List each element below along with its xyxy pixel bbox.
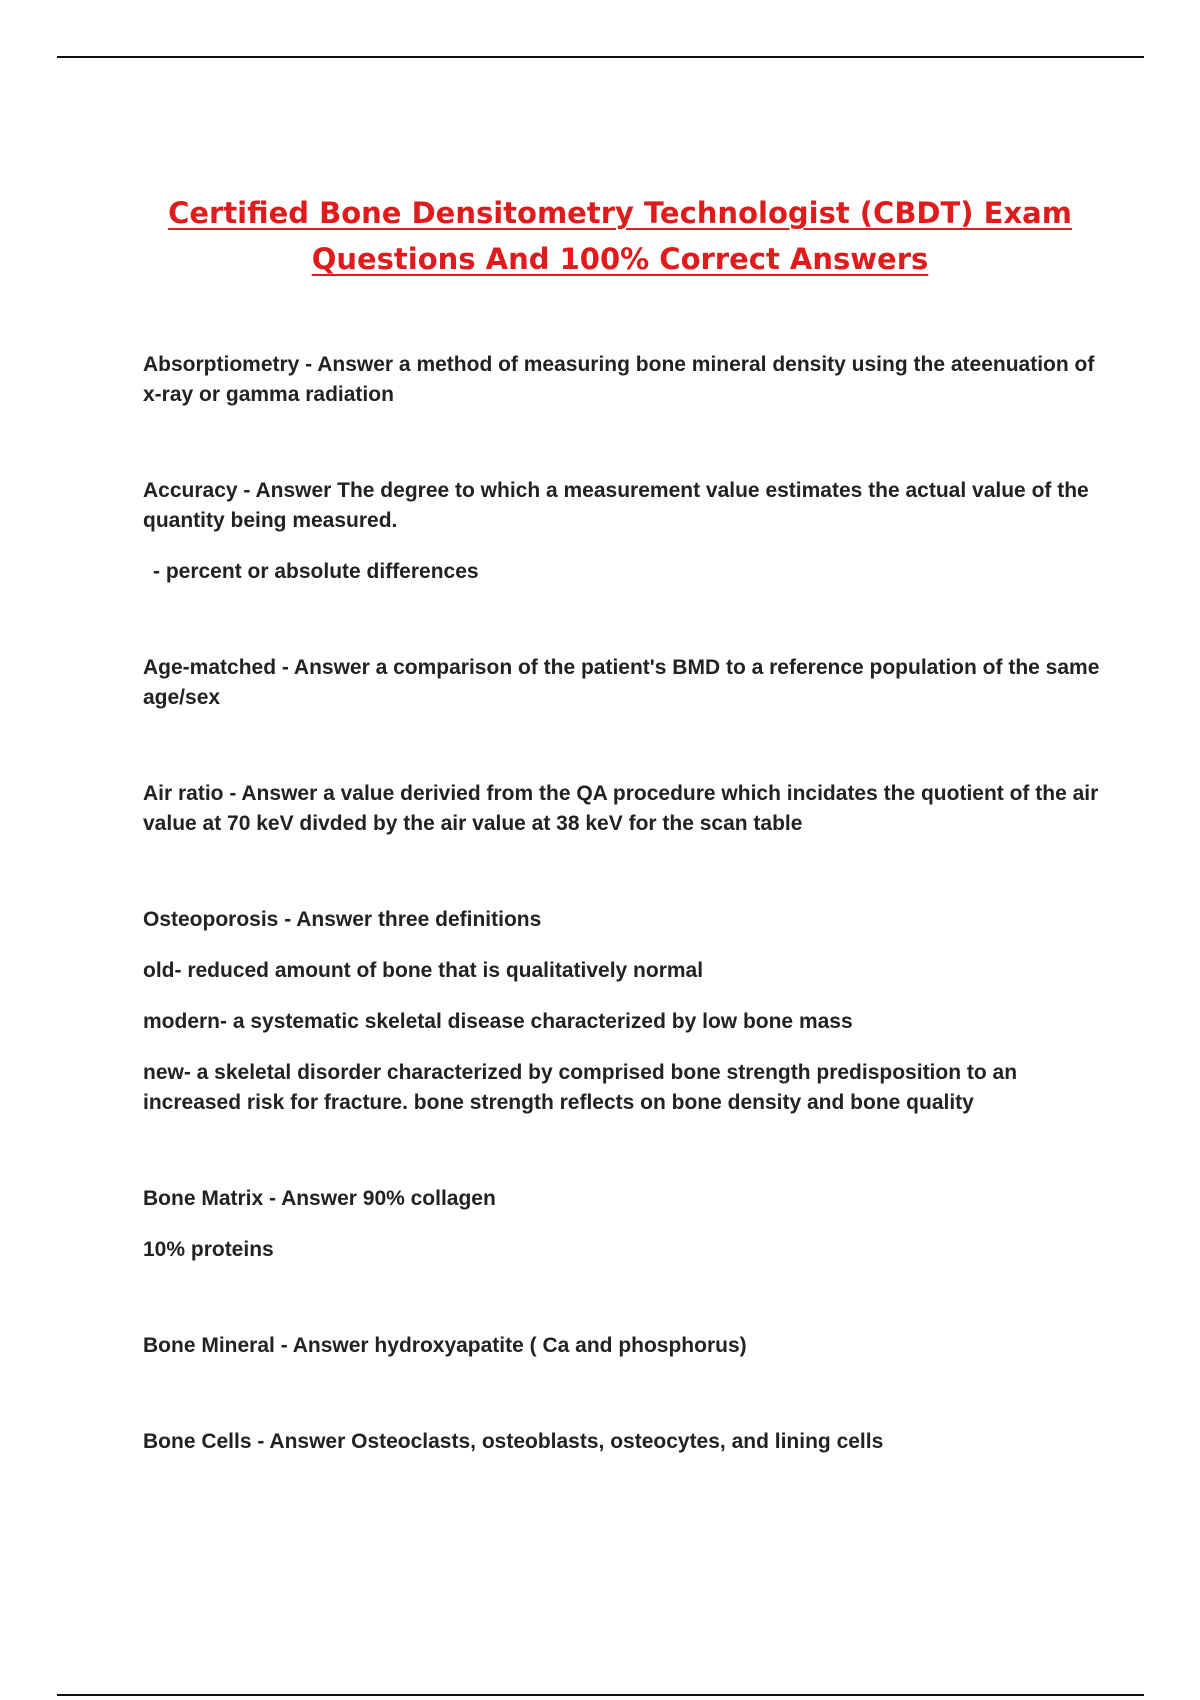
qa-entry-bone-matrix (143, 1184, 1103, 1265)
qa-entry-air-ratio (143, 779, 1103, 839)
qa-list (143, 350, 1103, 1523)
document-title (100, 190, 1140, 282)
entry-text: Bone Mineral - Answer hydroxyapatite ( Ca and phosphorus) (143, 1334, 747, 1357)
qa-entry-bone-cells (143, 1427, 1103, 1457)
qa-entry-osteoporosis (143, 905, 1103, 1118)
entry-text: Bone Matrix - Answer 90% collagen (143, 1187, 496, 1210)
entry-text: Accuracy - Answer The degree to which a measurement value estimates the actual value of the quantity being measured. (143, 479, 1089, 532)
entry-text: Bone Cells - Answer Osteoclasts, osteoblasts, osteocytes, and lining cells (143, 1430, 884, 1453)
qa-entry-accuracy (143, 476, 1103, 587)
top-rule (57, 56, 1144, 58)
entry-text: Absorptiometry - Answer a method of measuring bone mineral density using the ateenuation of x-ray or gamma radiation (143, 353, 1095, 406)
entry-subline: 10% proteins (143, 1238, 274, 1261)
entry-text: Age-matched - Answer a comparison of the patient's BMD to a reference population of the same age/sex (143, 656, 1100, 709)
entry-subline: modern- a systematic skeletal disease characterized by low bone mass (143, 1010, 853, 1033)
qa-entry-absorptiometry (143, 350, 1103, 410)
entry-text: Air ratio - Answer a value derivied from the QA procedure which incidates the quotient of the air value at 70 keV divded by the air value at 38 keV for the scan table (143, 782, 1099, 835)
qa-entry-age-matched (143, 653, 1103, 713)
bottom-rule (57, 1694, 1144, 1696)
entry-subline: - percent or absolute differences (153, 560, 479, 583)
entry-text: Osteoporosis - Answer three definitions (143, 908, 542, 931)
title-line-1: Certified Bone Densitometry Technologist (CBDT) Exam (168, 196, 1072, 230)
title-line-2: Questions And 100% Correct Answers (311, 242, 929, 276)
entry-subline: new- a skeletal disorder characterized by comprised bone strength predisposition to an increased risk for fracture. bone strength reflects on bone density and bone quality (143, 1061, 1018, 1114)
entry-subline: old- reduced amount of bone that is qualitatively normal (143, 959, 704, 982)
qa-entry-bone-mineral (143, 1331, 1103, 1361)
